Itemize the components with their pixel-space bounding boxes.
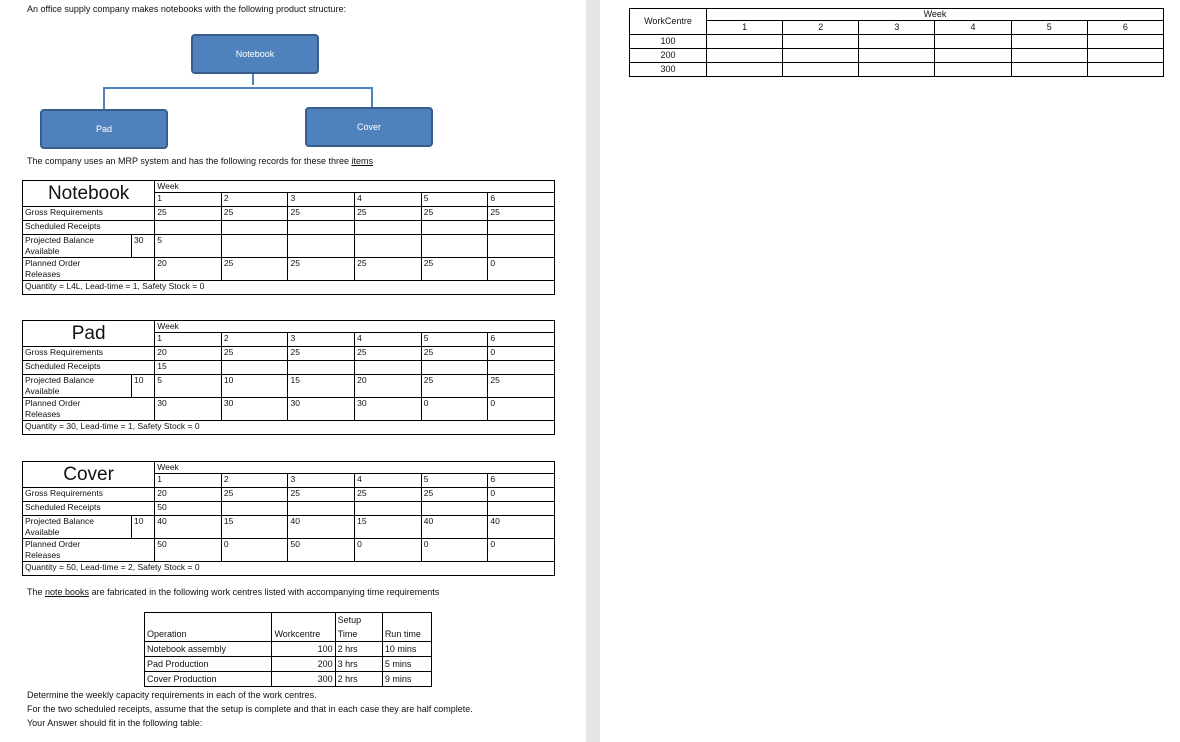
ops-header-workcentre: Workcentre (272, 627, 335, 642)
mrp-label-sched: Scheduled Receipts (23, 221, 155, 235)
connector-bar (103, 87, 373, 89)
capacity-col-label: WorkCentre (630, 9, 707, 35)
mrp-plan-cell: 0 (488, 539, 555, 562)
mrp-sched-cell (488, 502, 555, 516)
mrp-gross-cell: 25 (288, 207, 355, 221)
mrp-week-number: 1 (155, 193, 222, 207)
mrp-gross-cell: 25 (288, 347, 355, 361)
ops-row (145, 672, 432, 687)
mrp-gross-cell: 20 (155, 347, 222, 361)
mrp-sched-cell (155, 221, 222, 235)
mrp-label-gross: Gross Requirements (23, 488, 155, 502)
mrp-week-label: Week (155, 181, 555, 193)
ops-row (145, 657, 432, 672)
mrp-proj-cell: 40 (488, 516, 555, 539)
mrp-label-plan-2: Releases (25, 269, 61, 279)
mrp-proj-cell (488, 235, 555, 258)
ops-run: 9 mins (382, 672, 431, 687)
ops-operation: Notebook assembly (145, 642, 272, 657)
mrp-week-number: 3 (288, 333, 355, 347)
mrp-sched-cell (355, 221, 422, 235)
mrp-label-plan-1: Planned Order (25, 258, 81, 268)
mrp-week-number: 4 (355, 333, 422, 347)
capacity-centre: 300 (630, 63, 707, 77)
wc-intro-post: are fabricated in the following work centres listed with accompanying time requirements (89, 587, 440, 597)
ops-setup: 2 hrs (335, 642, 382, 657)
mrp-sched-cell (221, 221, 288, 235)
mrp-on-hand: 30 (132, 235, 155, 258)
mrp-proj-cell: 25 (421, 375, 488, 398)
mrp-week-number: 1 (155, 474, 222, 488)
mrp-proj-cell: 40 (421, 516, 488, 539)
mrp-gross-cell: 25 (421, 207, 488, 221)
mrp-label-sched: Scheduled Receipts (23, 502, 155, 516)
document-page-1 (0, 0, 586, 742)
wc-intro-pre: The (27, 587, 46, 597)
capacity-week: 5 (1011, 21, 1087, 35)
capacity-centre: 100 (630, 35, 707, 49)
mrp-gross-cell: 25 (221, 488, 288, 502)
mrp-week-number: 2 (221, 193, 288, 207)
connector-left (103, 87, 105, 109)
mrp-plan-cell: 0 (355, 539, 422, 562)
ops-workcentre: 100 (272, 642, 335, 657)
mrp-week-number: 1 (155, 333, 222, 347)
ops-operation: Cover Production (145, 672, 272, 687)
mrp-item-title: Cover (23, 462, 155, 488)
mrp-plan-cell: 25 (355, 258, 422, 281)
mrp-label-gross: Gross Requirements (23, 207, 155, 221)
mrp-sched-cell: 15 (155, 361, 222, 375)
mrp-plan-cell: 0 (421, 539, 488, 562)
mrp-week-number: 5 (421, 474, 488, 488)
mrp-sched-cell (221, 502, 288, 516)
capacity-week-label: Week (707, 9, 1164, 21)
mrp-plan-cell: 30 (155, 398, 222, 421)
capacity-week: 2 (783, 21, 859, 35)
mrp-proj-cell: 40 (288, 516, 355, 539)
mrp-label-gross: Gross Requirements (23, 347, 155, 361)
mrp-proj-cell (221, 235, 288, 258)
question-1: Determine the weekly capacity requirements in each of the work centres. (27, 690, 317, 700)
mrp-gross-cell: 25 (488, 207, 555, 221)
wc-intro-link: note books (45, 587, 90, 597)
mrp-gross-cell: 25 (221, 207, 288, 221)
mrp-gross-cell: 25 (355, 488, 422, 502)
mrp-label-plan-2: Releases (25, 550, 61, 560)
mrp-label-proj-1: Projected Balance (25, 375, 94, 385)
connector-right (371, 87, 373, 107)
operations-table (144, 612, 432, 687)
mrp-week-number: 6 (488, 474, 555, 488)
question-2: For the two scheduled receipts, assume that the setup is complete and that in each case they are half complete. (27, 704, 473, 714)
mrp-sched-cell (421, 502, 488, 516)
ops-header-run: Run time (382, 627, 431, 642)
mrp-proj-cell: 40 (155, 516, 222, 539)
mrp-label-plan-2: Releases (25, 409, 61, 419)
mrp-sched-cell (488, 221, 555, 235)
ops-setup: 3 hrs (335, 657, 382, 672)
mrp-on-hand: 10 (132, 375, 155, 398)
workcentre-intro (27, 587, 439, 597)
mrp-label-sched: Scheduled Receipts (23, 361, 155, 375)
document-page-2 (600, 0, 1180, 742)
mrp-label-proj-1: Projected Balance (25, 516, 94, 526)
mrp-intro-text: The company uses an MRP system and has the following records for these three (27, 156, 352, 166)
mrp-proj-cell: 15 (288, 375, 355, 398)
mrp-intro (27, 156, 373, 166)
mrp-gross-cell: 0 (488, 347, 555, 361)
mrp-gross-cell: 25 (155, 207, 222, 221)
mrp-gross-cell: 25 (221, 347, 288, 361)
capacity-week: 1 (707, 21, 783, 35)
capacity-week: 4 (935, 21, 1011, 35)
ops-header-time: Time (335, 627, 382, 642)
mrp-on-hand: 10 (132, 516, 155, 539)
mrp-gross-cell: 20 (155, 488, 222, 502)
mrp-plan-cell: 30 (288, 398, 355, 421)
mrp-label-proj-1: Projected Balance (25, 235, 94, 245)
mrp-proj-cell (288, 235, 355, 258)
mrp-sched-cell (488, 361, 555, 375)
mrp-week-number: 3 (288, 474, 355, 488)
mrp-sched-cell (221, 361, 288, 375)
mrp-label-proj (23, 375, 132, 398)
mrp-label-proj (23, 235, 132, 258)
mrp-week-number: 2 (221, 474, 288, 488)
mrp-sched-cell (288, 502, 355, 516)
mrp-label-plan (23, 539, 155, 562)
mrp-item-title: Notebook (23, 181, 155, 207)
mrp-week-number: 6 (488, 333, 555, 347)
mrp-intro-link: items (351, 156, 374, 166)
mrp-table-cover (22, 461, 555, 576)
ops-operation: Pad Production (145, 657, 272, 672)
capacity-week: 6 (1087, 21, 1163, 35)
mrp-label-proj-2: Available (25, 527, 60, 537)
mrp-week-label: Week (155, 462, 555, 474)
mrp-sched-cell (355, 502, 422, 516)
structure-node-cover: Cover (305, 107, 433, 147)
mrp-proj-cell: 5 (155, 235, 222, 258)
mrp-footer: Quantity = 50, Lead-time = 2, Safety Stock = 0 (23, 562, 555, 576)
question-3: Your Answer should fit in the following table: (27, 718, 203, 728)
mrp-proj-cell: 15 (355, 516, 422, 539)
mrp-footer: Quantity = 30, Lead-time = 1, Safety Stock = 0 (23, 421, 555, 435)
mrp-proj-cell: 15 (221, 516, 288, 539)
mrp-sched-cell (288, 221, 355, 235)
capacity-centre: 200 (630, 49, 707, 63)
mrp-table-pad (22, 320, 555, 435)
mrp-plan-cell: 0 (221, 539, 288, 562)
mrp-label-proj (23, 516, 132, 539)
ops-run: 10 mins (382, 642, 431, 657)
mrp-week-number: 2 (221, 333, 288, 347)
intro-text: An office supply company makes notebooks with the following product structure: (27, 4, 347, 14)
capacity-row (630, 63, 1164, 77)
mrp-plan-cell: 25 (221, 258, 288, 281)
mrp-sched-cell (288, 361, 355, 375)
connector-stem (252, 74, 254, 85)
mrp-sched-cell: 50 (155, 502, 222, 516)
mrp-plan-cell: 50 (288, 539, 355, 562)
structure-node-pad: Pad (40, 109, 168, 149)
mrp-proj-cell: 20 (355, 375, 422, 398)
mrp-week-number: 4 (355, 193, 422, 207)
mrp-footer: Quantity = L4L, Lead-time = 1, Safety Stock = 0 (23, 281, 555, 295)
mrp-item-title: Pad (23, 321, 155, 347)
mrp-sched-cell (355, 361, 422, 375)
mrp-label-plan (23, 398, 155, 421)
mrp-plan-cell: 25 (288, 258, 355, 281)
mrp-proj-cell (421, 235, 488, 258)
mrp-plan-cell: 30 (221, 398, 288, 421)
mrp-plan-cell: 30 (355, 398, 422, 421)
mrp-plan-cell: 25 (421, 258, 488, 281)
structure-node-notebook: Notebook (191, 34, 319, 74)
mrp-proj-cell: 5 (155, 375, 222, 398)
capacity-week: 3 (859, 21, 935, 35)
ops-row (145, 642, 432, 657)
mrp-gross-cell: 0 (488, 488, 555, 502)
mrp-label-plan (23, 258, 155, 281)
mrp-plan-cell: 20 (155, 258, 222, 281)
mrp-plan-cell: 0 (421, 398, 488, 421)
mrp-table-notebook (22, 180, 555, 295)
mrp-week-number: 5 (421, 193, 488, 207)
mrp-plan-cell: 0 (488, 258, 555, 281)
mrp-week-number: 3 (288, 193, 355, 207)
mrp-week-label: Week (155, 321, 555, 333)
capacity-table (629, 8, 1164, 77)
mrp-plan-cell: 50 (155, 539, 222, 562)
mrp-gross-cell: 25 (355, 207, 422, 221)
mrp-label-proj-2: Available (25, 246, 60, 256)
mrp-week-number: 5 (421, 333, 488, 347)
page-gutter (586, 0, 600, 742)
mrp-gross-cell: 25 (421, 347, 488, 361)
ops-header-operation: Operation (145, 627, 272, 642)
ops-run: 5 mins (382, 657, 431, 672)
mrp-label-proj-2: Available (25, 386, 60, 396)
mrp-proj-cell: 10 (221, 375, 288, 398)
ops-workcentre: 200 (272, 657, 335, 672)
mrp-proj-cell: 25 (488, 375, 555, 398)
mrp-label-plan-1: Planned Order (25, 539, 81, 549)
mrp-week-number: 4 (355, 474, 422, 488)
ops-workcentre: 300 (317, 674, 333, 684)
ops-setup: 2 hrs (335, 672, 382, 687)
capacity-row (630, 35, 1164, 49)
mrp-sched-cell (421, 221, 488, 235)
capacity-row (630, 49, 1164, 63)
mrp-sched-cell (421, 361, 488, 375)
mrp-label-plan-1: Planned Order (25, 398, 81, 408)
mrp-proj-cell (355, 235, 422, 258)
mrp-gross-cell: 25 (288, 488, 355, 502)
mrp-gross-cell: 25 (421, 488, 488, 502)
mrp-plan-cell: 0 (488, 398, 555, 421)
mrp-week-number: 6 (488, 193, 555, 207)
ops-header-setup: Setup (335, 613, 382, 628)
mrp-gross-cell: 25 (355, 347, 422, 361)
